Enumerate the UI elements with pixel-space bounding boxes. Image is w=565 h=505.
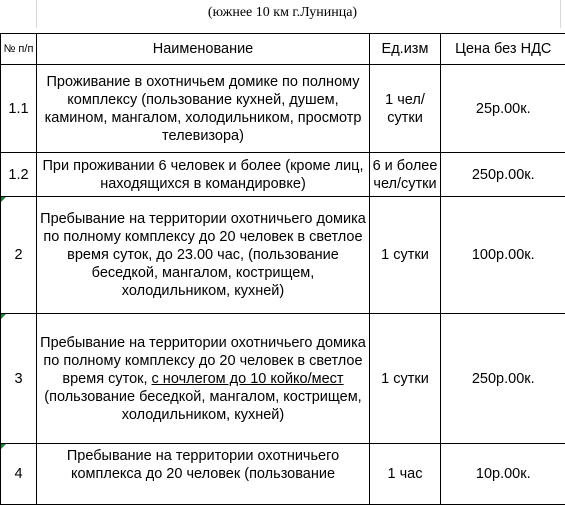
row-unit[interactable]: 1 час [370,444,441,505]
row-unit[interactable]: 6 и более чел/сутки [370,153,441,197]
header-price[interactable]: Цена без НДС [441,34,565,65]
row-name-part: (пользование беседкой, мангалом, кострищем, холодильником, кухней) [44,389,361,423]
row-unit[interactable]: 1 сутки [370,314,441,444]
row-name-part: Пребывание на территории охотничьего домика по полному комплексу до 20 человек в светлое время суток, [40,335,366,387]
table-row [1,65,565,153]
row-num[interactable] [1,314,37,444]
row-name[interactable] [37,314,370,444]
row-price[interactable]: 250р.00к. [441,153,565,197]
row-unit[interactable]: 1 чел/сутки [370,65,441,153]
table-header-row [1,34,565,65]
cell-comment-marker [1,444,6,449]
table-row [1,153,565,197]
price-table [0,33,565,505]
header-unit[interactable]: Ед.изм [370,34,441,65]
row-num[interactable]: 1.2 [1,153,37,197]
row-price[interactable]: 250р.00к. [441,314,565,444]
row-num[interactable] [1,444,37,505]
row-num-text: 4 [14,466,22,482]
row-unit[interactable]: 1 сутки [370,197,441,314]
table-row [1,314,565,444]
cell-comment-marker [1,197,6,202]
row-name-underlined: с ночлегом до 10 койко/мест [152,371,344,387]
row-num[interactable]: 1.1 [1,65,37,153]
cell-comment-marker [1,314,6,319]
table-row [1,444,565,505]
row-name[interactable]: Проживание в охотничьем домике по полному комплексу (пользование кухней, душем, камином, мангалом, холодильником, просмотр телевизора) [37,65,370,153]
gridline [560,0,561,28]
row-price[interactable]: 10р.00к. [441,444,565,505]
row-num-text: 3 [14,371,22,387]
header-num[interactable]: № п/п [1,34,37,65]
row-num[interactable] [1,197,37,314]
gridline [36,0,37,28]
table-subtitle: (южнее 10 км г.Лунинца) [0,0,565,28]
header-name[interactable]: Наименование [37,34,370,65]
row-name[interactable]: При проживании 6 человек и более (кроме лиц, находящихся в командировке) [37,153,370,197]
table-row [1,197,565,314]
row-name[interactable]: Пребывание на территории охотничьего комплекса до 20 человек (пользование [37,444,370,505]
row-num-text: 2 [14,247,22,263]
row-price[interactable]: 100р.00к. [441,197,565,314]
row-name[interactable]: Пребывание на территории охотничьего домика по полному комплексу до 20 человек в светлое время суток, до 23.00 час, (пользование беседкой, мангалом, кострищем, холодильником, кухней) [37,197,370,314]
row-price[interactable]: 25р.00к. [441,65,565,153]
